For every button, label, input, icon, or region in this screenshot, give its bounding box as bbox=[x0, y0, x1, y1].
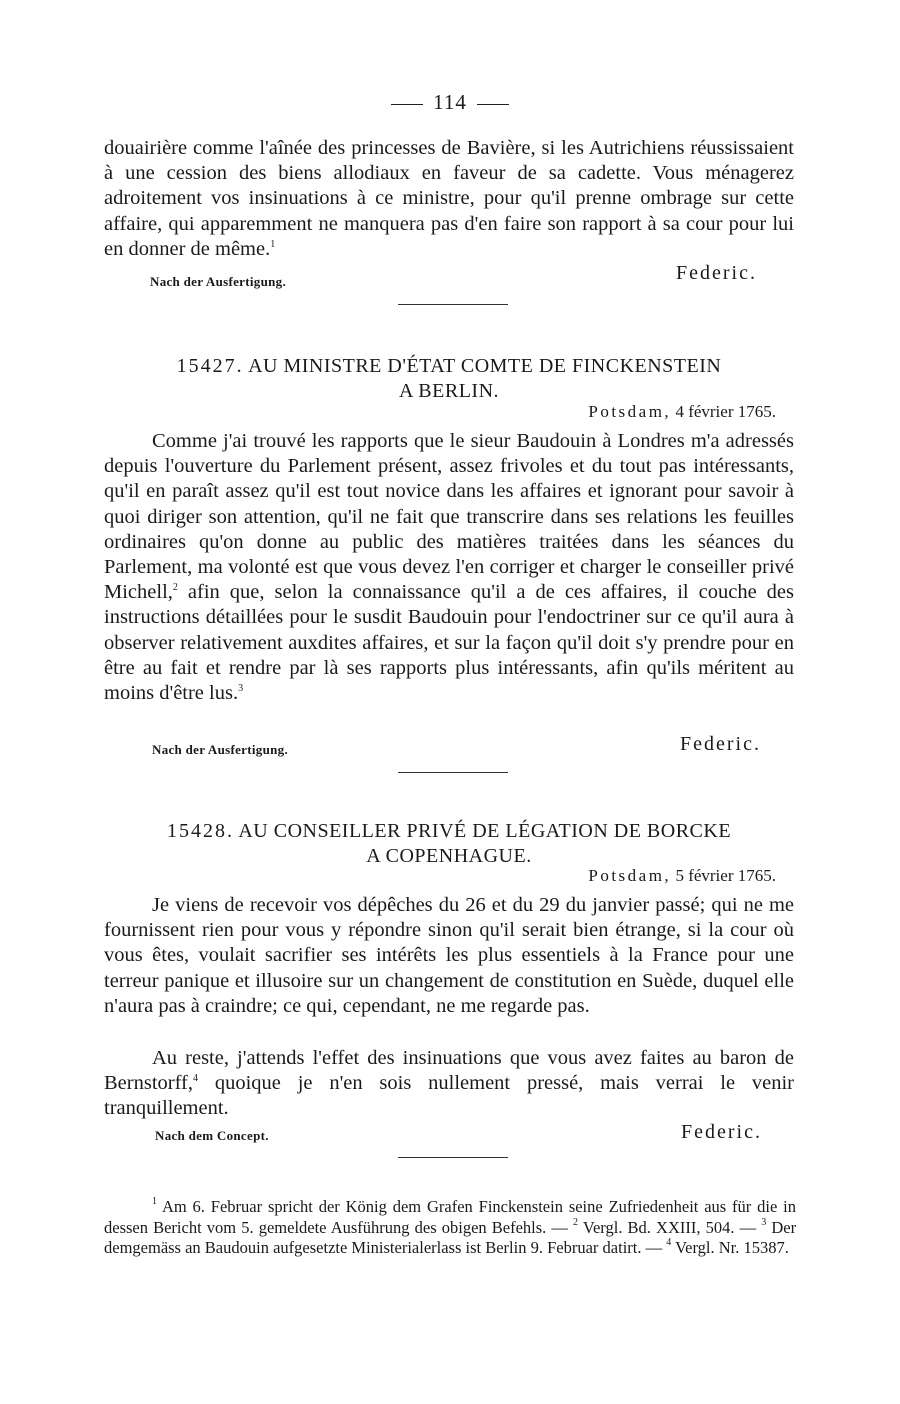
letter-15427-body bbox=[104, 429, 794, 706]
footnote-ref-3: 3 bbox=[238, 683, 244, 695]
section-divider-3 bbox=[398, 1157, 508, 1158]
top-letter-paragraph bbox=[104, 136, 794, 262]
letter-15427-source: Nach der Ausfertigung. bbox=[152, 742, 289, 757]
letter-15428-source: Nach dem Concept. bbox=[155, 1128, 269, 1143]
letter-15427-number: 15427. bbox=[176, 355, 244, 377]
letter-15427-addressee: AU MINISTRE D'ÉTAT COMTE DE FINCKENSTEIN bbox=[248, 355, 722, 377]
letter-15427-heading bbox=[104, 354, 794, 379]
footnote-2-separator: — bbox=[551, 1217, 568, 1237]
page-number: 114 bbox=[433, 90, 467, 114]
letter-15428-signature: Federic. bbox=[681, 1121, 762, 1143]
footnote-4-mark: 4 bbox=[666, 1237, 672, 1248]
letter-15427-signature: Federic. bbox=[680, 733, 761, 755]
section-divider-2 bbox=[398, 772, 508, 773]
footnote-2-text: Vergl. Bd. XXIII, 504. bbox=[582, 1217, 735, 1237]
letter-15427-date-place: Potsdam, bbox=[588, 402, 672, 421]
page-number-line bbox=[0, 90, 900, 115]
footnote-2-mark: 2 bbox=[573, 1216, 579, 1228]
letter-15428-dateline bbox=[588, 866, 776, 886]
footnote-ref-2: 2 bbox=[172, 582, 178, 594]
section-divider-1 bbox=[398, 304, 508, 305]
letter-15428-addressee: AU CONSEILLER PRIVÉ DE LÉGATION DE BORCKE bbox=[238, 820, 732, 842]
top-letter-source: Nach der Ausfertigung. bbox=[150, 274, 287, 289]
footnote-ref-4: 4 bbox=[193, 1073, 199, 1085]
footnote-3-mark: 3 bbox=[761, 1216, 767, 1228]
letter-15428-text-2a: Au reste, j'attends l'effet des insinuations que vous avez faites au baron de Bernstorff, bbox=[104, 1047, 794, 1095]
footnote-4-separator: — bbox=[645, 1238, 663, 1257]
footnote-1-mark: 1 bbox=[152, 1196, 157, 1207]
letter-15428-place: A COPENHAGUE. bbox=[366, 845, 532, 867]
footnote-1-text: Am 6. Februar spricht der König dem Grafen Finckenstein seine Zufriedenheit aus für die in dessen Bericht vom 5. gemeldete Ausführung des obigen Befehls. bbox=[104, 1197, 796, 1237]
letter-15428-heading bbox=[104, 819, 794, 844]
top-letter-signature: Federic. bbox=[676, 262, 757, 284]
footnote-ref-1: 1 bbox=[270, 238, 276, 250]
letter-15428-date: 5 février 1765. bbox=[675, 866, 776, 885]
footnote-4-text: Vergl. Nr. 15387. bbox=[675, 1238, 789, 1257]
letter-15427-text-a: Comme j'ai trouvé les rapports que le sieur Baudouin à Londres m'a adressés depuis l'ouverture du Parlement présent, assez frivoles et du tout pas intéressants, qu'il en paraît assez qu'il est tout novice dans les affaires et ignorant pour savoir à quoi diriger son attention, qu'il ne fait que transcrire dans ses relations les feuilles ordinaires qu'on donne au public des matières traitées dans les séances du Parlement, ma volonté est que vous devez l'en corriger et charger le conseiller privé Michell, bbox=[104, 430, 794, 604]
letter-15428-paragraph-1: Je viens de recevoir vos dépêches du 26 et du 29 du janvier passé; qui ne me fournissent rien pour vous y répondre sinon qu'il serait bien étrange, si la cour où vous êtes, voulait sacrifier ses intérêts les plus essentiels à la France pour une terreur panique et illusoire sur un changement de constitution en Suède, duquel elle n'aura pas à craindre; ce qui, cependant, ne me regarde pas. bbox=[104, 894, 794, 1017]
letter-15428-text-2b: quoique je n'en sois nullement pressé, mais verrai le venir tranquillement. bbox=[104, 1072, 794, 1120]
letter-15428-number: 15428. bbox=[166, 820, 234, 842]
page-number-dash-right bbox=[477, 104, 509, 105]
footnote-3-text: Der demgemäss an Baudouin aufgesetzte Ministerialerlass ist Berlin 9. Februar datirt. bbox=[104, 1217, 797, 1257]
letter-15427-dateline bbox=[588, 402, 776, 422]
footnotes-block bbox=[104, 1197, 796, 1259]
letter-15427-date: 4 février 1765. bbox=[675, 402, 776, 421]
top-letter-text: douairière comme l'aînée des princesses de Bavière, si les Autrichiens réussissaient à une cession des biens allodiaux en faveur de sa cadette. Vous ménagerez adroitement vos insinuations à ce ministre, pour qu'il prenne ombrage sur cette affaire, qui apparemment ne manquera pas d'en faire son rapport à sa cour pour lui en donner de même. bbox=[104, 137, 794, 260]
page-number-dash-left bbox=[391, 104, 423, 105]
letter-15427-text-b: afin que, selon la connaissance qu'il a de ces affaires, il couche des instructions détaillées pour le susdit Baudouin pour l'endoctriner sur ce qu'il aura à observer relativement auxdites affaires, et sur la façon qu'il doit s'y prendre pour en être au fait et rendre par là ses rapports plus intéressants, afin qu'ils méritent au moins d'être lus. bbox=[104, 581, 795, 705]
letter-15427-place: A BERLIN. bbox=[398, 380, 500, 402]
footnote-3-separator: — bbox=[739, 1217, 757, 1237]
letter-15428-paragraph-2 bbox=[104, 1046, 794, 1122]
letter-15428-date-place: Potsdam, bbox=[588, 866, 672, 885]
